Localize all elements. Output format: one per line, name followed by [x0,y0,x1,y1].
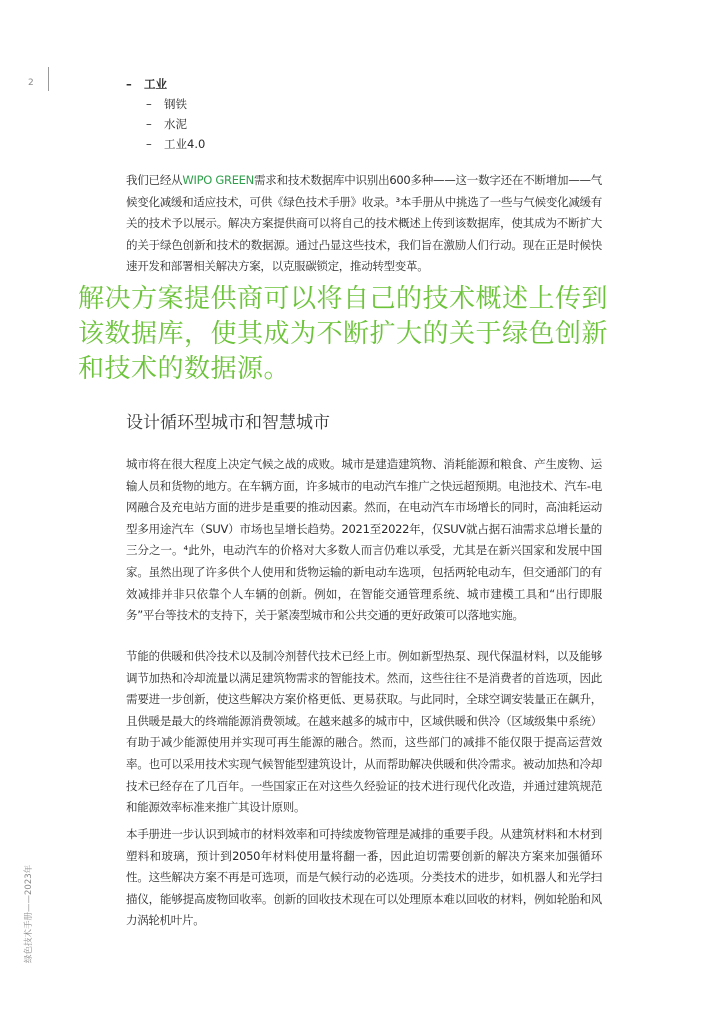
section-heading: 设计循环型城市和智慧城市 [126,413,330,433]
list-item: – 水泥 [146,117,187,131]
pull-quote: 解决方案提供商可以将自己的技术概述上传到该数据库，使其成为不断扩大的关于绿色创新和技术的数据源。 [78,284,609,384]
margin-rule [48,67,49,91]
page-number: 2 [28,78,34,88]
body-paragraph: 节能的供暖和供冷技术以及制冷剂替代技术已经上市。例如新型热泵、现代保温材料，以及能够调节加热和冷却流量以满足建筑物需求的智能技术。然而，这些往往不是消费者的首选项，因此需要进一步创新，使这些解决方案价格更低、更易获取。与此同时，全球空调安装量正在飙升，且供暖是最大的终端能源消费领域。在越来越多的城市中，区域供暖和供冷（区域级集中系统）有助于减少能源使用并实现可再生能源的融合。然而，这些部门的减排不能仅限于提高运营效率。也可以采用技术实现气候智能型建筑设计，从而帮助解决供暖和供冷需求。被动加热和冷却技术已经存在了几百年。一些国家正在对这些久经验证的技术进行现代化改造，并通过建筑规范和能源效率标准来推广其设计原则。 [126,649,602,815]
list-heading: 工业 [144,77,167,91]
list-item-label: 钢铁 [164,97,187,111]
list-item: – 钢铁 [146,97,187,111]
list-item-label: 水泥 [164,117,187,131]
intro-paragraph: 我们已经从WIPO GREEN需求和技术数据库中识别出600多种——这一数字还在不断增加——气候变化减缓和适应技术，可供《绿色技术手册》收录。³本手册从中挑选了一些与气候变化减缓有关的技术予以展示。解决方案提供商可以将自己的技术概述上传到该数据库，使其成为不断扩大的关于绿色创新和技术的数据源。通过凸显这些技术，我们旨在激励人们行动。现在正是时候快速开发和部署相关解决方案，以克服碳锁定，推动转型变革。 [126,173,602,274]
body-paragraph: 本手册进一步认识到城市的材料效率和可持续废物管理是减排的重要手段。从建筑材料和木材到塑料和玻璃，预计到2050年材料使用量将翻一番，因此迫切需要创新的解决方案来加强循环性。这些解决方案不再是可选项，而是气候行动的必选项。分类技术的进步，如机器人和光学扫描仪，能够提高废物回收率。创新的回收技术现在可以处理原本难以回收的材料，例如轮胎和风力涡轮机叶片。 [126,827,602,928]
wipo-green-brand: WIPO GREEN [182,173,254,187]
side-caption: 绿色技术手册——2023年 [24,864,34,963]
sector-list [126,74,205,154]
list-item: – 工业4.0 [146,137,206,151]
list-item-label: 工业4.0 [164,137,206,151]
list-item: – 工业 [126,77,167,91]
body-paragraph: 城市将在很大程度上决定气候之战的成败。城市是建造建筑物、消耗能源和粮食、产生废物、运输人员和货物的地方。在车辆方面，许多城市的电动汽车推广之快远超预期。电池技术、汽车-电网融合及充电站方面的进步是重要的推动因素。然而，在电动汽车市场增长的同时，高油耗运动型多用途汽车（SUV）市场也呈增长趋势。2021至2022年，仅SUV就占据石油需求总增长量的三分之一。⁴此外，电动汽车的价格对大多数人而言仍难以承受，尤其是在新兴国家和发展中国家。虽然出现了许多供个人使用和货物运输的新电动车选项，包括两轮电动车，但交通部门的有效减排并非只依靠个人车辆的创新。例如，在智能交通管理系统、城市建模工具和“出行即服务”平台等技术的支持下，关于紧凑型城市和公共交通的更好政策可以落地实施。 [126,457,602,623]
